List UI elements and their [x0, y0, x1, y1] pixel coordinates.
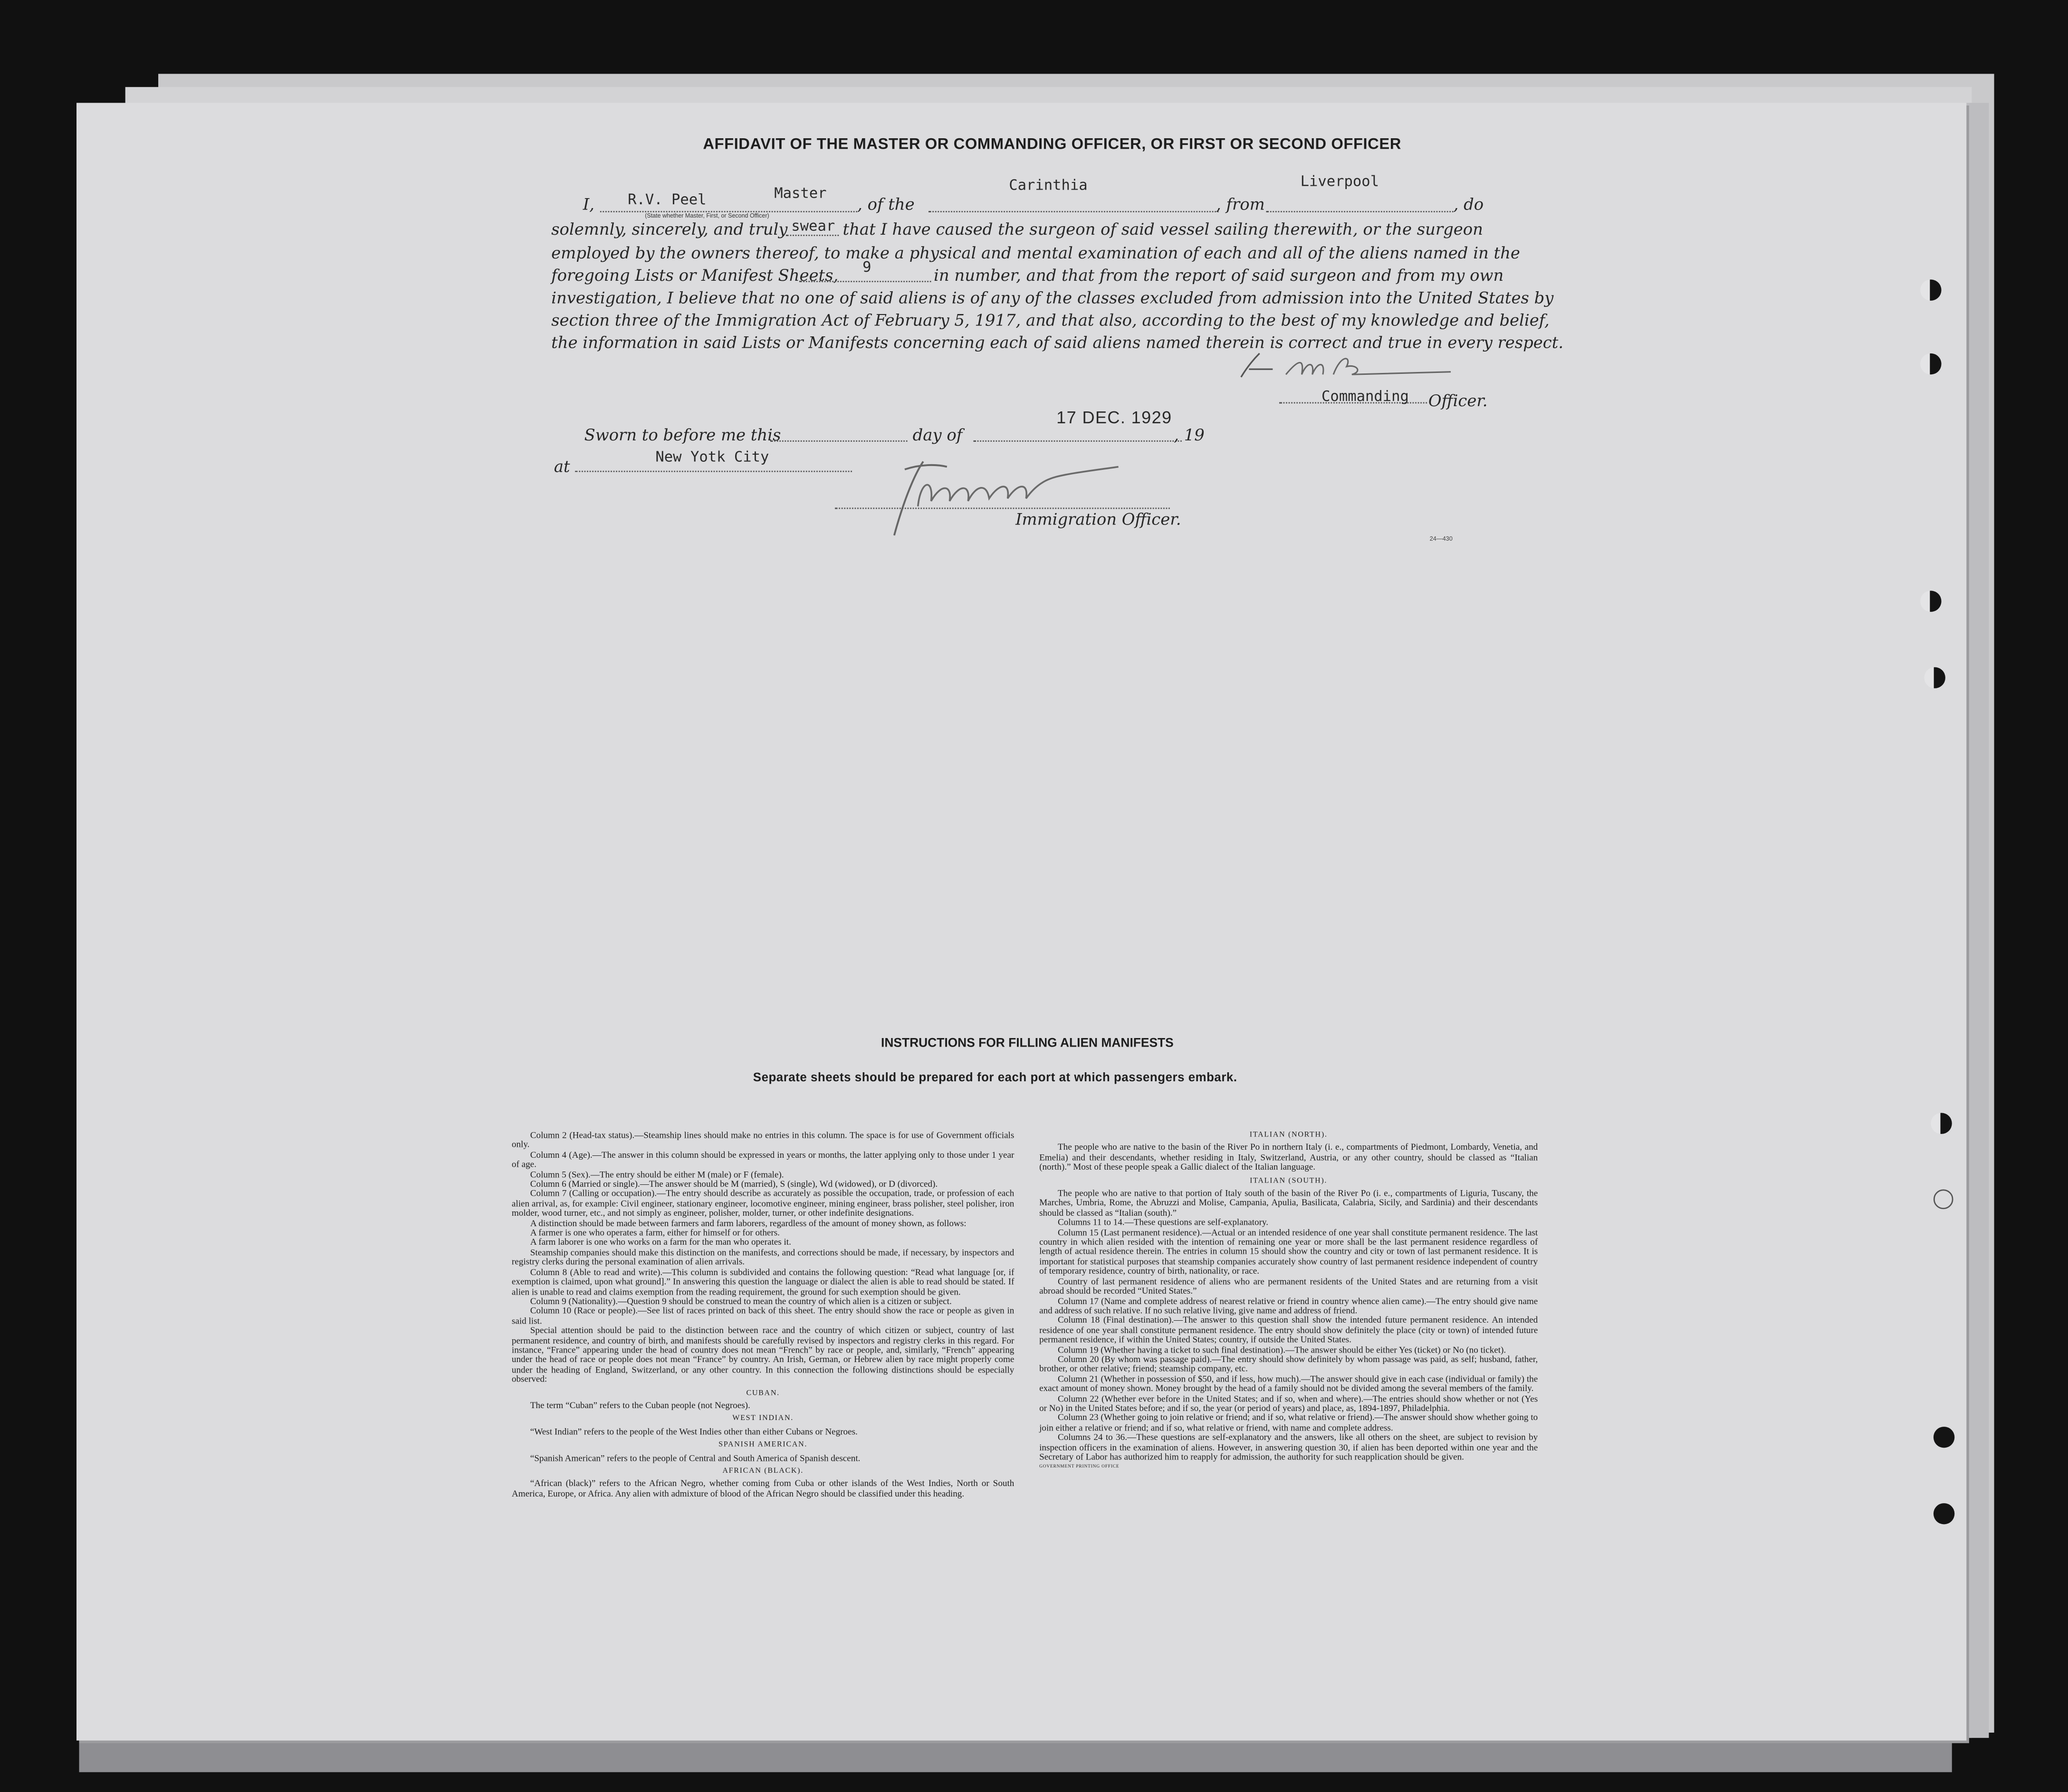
instructions-left-column: [512, 1131, 1014, 1499]
officer-name: R.V. Peel: [628, 191, 707, 209]
officer-rank: Master: [774, 184, 827, 202]
instruction-paragraph: Column 20 (By whom was passage paid).—The entry should show definitely by whom passage was paid, as self; husband, father, brother, or other relative; friend; steamship company, etc.: [1039, 1355, 1538, 1375]
binder-hole-icon: [1934, 1427, 1954, 1448]
sheet-bottom-edges: [79, 1738, 1952, 1772]
binder-hole-icon: [1934, 1190, 1953, 1210]
count-line: [799, 281, 931, 282]
port-line: [1266, 211, 1453, 212]
affidavit-line5: investigation, I believe that no one of said aliens is of any of the classes excluded from admission into the United States by: [551, 288, 1554, 307]
section-heading: AFRICAN (BLACK).: [722, 1468, 804, 1476]
binder-hole-icon: [1920, 279, 1941, 300]
affidavit-line6: section three of the Immigration Act of February 5, 1917, and that also, according to the best of my knowledge and belief,: [551, 311, 1550, 330]
sheet-count: 9: [862, 258, 871, 276]
oath-word: swear: [791, 217, 835, 235]
instruction-paragraph: Column 19 (Whether having a ticket to such final destination).—The answer should be either Yes (ticket) or No (no ticket).: [1057, 1345, 1506, 1355]
form-number: 24—430: [1429, 535, 1453, 542]
instruction-paragraph: Column 8 (Able to read and write).—This column is subdivided and contains the following question: “Read what language [or, if exemption is claimed, upon what ground].” In answering this question the language or dialect the alien is able to read should be stated. If alien is unable to read and claims exemption from the reading requirement, the ground for such exemption should be given.: [511, 1268, 1015, 1297]
sworn-day-line: [770, 440, 908, 442]
binder-hole-icon: [1934, 1503, 1954, 1524]
immigration-officer-signature: [855, 454, 1171, 549]
master-signature: [1220, 345, 1464, 390]
affidavit-line7: the information in said Lists or Manifests concerning each of said aliens named therein is correct and true in every respect.: [551, 334, 1564, 353]
departure-port: Liverpool: [1300, 172, 1379, 190]
sheet-edge: [1965, 103, 1989, 1738]
affidavit-from: , from: [1216, 195, 1265, 214]
affidavit-do: , do: [1453, 195, 1484, 214]
affidavit-of-the: , of the: [857, 195, 915, 214]
instruction-paragraph: The people who are native to that portion of Italy south of the basin of the River Po (i. e., compartments of Liguria, Tuscany, the Marches, Umbria, Rome, the Abruzzi and Molise, Campania, Apulia, Basilicata, Calabria, Sicily, and Sardinia) and their descendants should be classed as “Italian (south).”: [1039, 1189, 1538, 1219]
affidavit-line3: employed by the owners thereof, to make a physical and mental examination of each and all of the aliens named in the: [551, 244, 1520, 263]
instruction-paragraph: The term “Cuban” refers to the Cuban people (not Negroes).: [530, 1401, 750, 1411]
immigration-officer-title: Immigration Officer.: [1015, 510, 1181, 529]
section-heading: CUBAN.: [746, 1389, 780, 1397]
instruction-paragraph: Columns 11 to 14.—These questions are self-explanatory.: [1057, 1219, 1269, 1228]
instruction-paragraph: Special attention should be paid to the distinction between race and the country of which citizen or subject, country of last permanent residence, and country of birth, and manifests should be carefully revised by inspectors and registry clerks in this regard. For instance, “France” appearing under the head of country does not mean “French” by race or people, and, similarly, “French” appearing under the head of race or people does not mean “France” by country. An Irish, German, or Hebrew alien by race might properly come under the heading of England, Switzerland, or any other country. In this connection the following distinctions should be especially observed:: [511, 1326, 1015, 1385]
instructions-subtitle: Separate sheets should be prepared for each port at which passengers embark.: [753, 1070, 1237, 1084]
affidavit-title: AFFIDAVIT OF THE MASTER OR COMMANDING OFFICER, OR FIRST OR SECOND OFFICER: [703, 134, 1401, 153]
instructions-right-column: [1039, 1127, 1538, 1469]
place-line: [575, 471, 852, 472]
instruction-paragraph: Columns 24 to 36.—These questions are self-explanatory and the answers, like all others on the sheet, are subject to revision by inspection officers in the examination of aliens. However, in answering question 30, if alien has been deported within one year and the Secretary of Labor has authorized him to reapply for admission, the authority for such reapplication should be given.: [1039, 1433, 1538, 1463]
oath-line: [786, 235, 839, 236]
section-heading: ITALIAN (SOUTH).: [1250, 1177, 1328, 1185]
at-text: at: [554, 458, 570, 476]
officer-suffix: Officer.: [1428, 391, 1488, 410]
instruction-paragraph: Column 4 (Age).—The answer in this column should be expressed in years or months, the latter applying only to those under 1 year of age.: [511, 1151, 1015, 1170]
sworn-place: New Yotk City: [655, 448, 769, 466]
instruction-paragraph: “African (black)” refers to the African Negro, whether coming from Cuba or other islands of the West Indies, North or South America, Europe, or Africa. Any alien with admixture of blood of the African Negro should be classified under this heading.: [511, 1480, 1015, 1499]
instruction-paragraph: “Spanish American” refers to the people of Central and South America of Spanish descent.: [530, 1454, 861, 1463]
day-of-text: day of: [912, 426, 963, 445]
instruction-paragraph: Column 23 (Whether going to join relative or friend; and if so, what relative or friend).—The answer should show whether going to join either a relative or friend; and if so, what relative or friend, with name and complete address.: [1039, 1414, 1538, 1433]
instruction-paragraph: Column 10 (Race or people).—See list of races printed on back of this sheet. The entry should show the race or people as given in said list.: [511, 1307, 1015, 1326]
immigration-officer-line: [835, 508, 1170, 509]
instruction-paragraph: A farmer is one who operates a farm, either for himself or for others.: [530, 1229, 780, 1239]
instruction-paragraph: Column 21 (Whether in possession of $50, and if less, how much).—The answer should give in each case (individual or family) the exact amount of money shown. Money brought by the head of a family should not be divided among the several members of the family.: [1039, 1375, 1538, 1394]
instruction-paragraph: Column 5 (Sex).—The entry should be either M (male) or F (female).: [530, 1170, 784, 1180]
instruction-paragraph: Column 9 (Nationality).—Question 9 should be construed to mean the country of which alien is a citizen or subject.: [530, 1297, 952, 1307]
binder-hole-icon: [1924, 667, 1945, 688]
instruction-paragraph: Column 18 (Final destination).—The answer to this question shall show the intended future permanent residence. An intended residence of one year shall constitute permanent residence. The entry should show definitely the place (city or town) of intended future permanent residence, if within the United States; country, if outside the United States.: [1039, 1316, 1538, 1345]
section-heading: WEST INDIAN.: [732, 1415, 794, 1423]
vessel-line: [929, 211, 1219, 212]
instruction-paragraph: Column 17 (Name and complete address of nearest relative or friend in country whence alien came).—The entry should give name and address of such relative. If no such relative living, give name and address of friend.: [1039, 1296, 1538, 1316]
vessel-name: Carinthia: [1009, 176, 1088, 194]
instruction-paragraph: Column 15 (Last permanent residence).—Actual or an intended residence of one year shall constitute permanent residence. The last country in which alien resided with the intention of remaining one year or more shall be the last permanent residence regardless of length of actual residence therein. The entries in column 15 should show the country and city or town of last permanent residence. It is important for statistical purposes that steamship companies accurately show country of last permanent residence independent of country of temporary residence, country of birth, nationality, or race.: [1039, 1228, 1538, 1277]
year-suffix: , 19: [1174, 426, 1205, 445]
instruction-paragraph: Column 2 (Head-tax status).—Steamship lines should make no entries in this column. The space is for use of Government officials only.: [511, 1131, 1015, 1151]
instruction-paragraph: The people who are native to the basin of the River Po in northern Italy (i. e., compartments of Piedmont, Lombardy, Venetia, and Emelia) and their descendants, whether residing in Italy, Switzerland, Austria, or any other country, should be classed as “Italian (north).” Most of these people speak a Gallic dialect of the Italian language.: [1039, 1144, 1538, 1173]
instruction-paragraph: Column 7 (Calling or occupation).—The entry should describe as accurately as possible the occupation, trade, or profession of each alien arrival, as, for example: Civil engineer, stationary engineer, locomotive engineer, mining engineer, brass polisher, steel polisher, iron molder, wood turner, etc., and not simply as engineer, polisher, molder, turner, or other indefinite designations.: [511, 1190, 1015, 1219]
section-heading: ITALIAN (NORTH).: [1249, 1131, 1328, 1140]
affidavit-line4-pre: foregoing Lists or Manifest Sheets,: [551, 266, 839, 285]
printer-imprint: GOVERNMENT PRINTING OFFICE: [1039, 1464, 1120, 1470]
instruction-paragraph: A farm laborer is one who works on a farm for the man who operates it.: [530, 1239, 791, 1248]
instruction-paragraph: Column 6 (Married or single).—The answer should be M (married), S (single), Wd (widowed), or D (divorced).: [530, 1180, 938, 1190]
instruction-paragraph: Country of last permanent residence of aliens who are permanent residents of the United States and are returning from a visit abroad should be recorded “United States.”: [1039, 1277, 1538, 1296]
instruction-paragraph: Steamship companies should make this distinction on the manifests, and corrections should be made, if necessary, by inspectors and registry clerks during the personal examination of alien arrivals.: [511, 1249, 1015, 1268]
instruction-paragraph: A distinction should be made between farmers and farm laborers, regardless of the amount of money shown, as follows:: [530, 1219, 967, 1229]
date-stamp: 17 DEC. 1929: [1056, 407, 1172, 428]
sworn-text: Sworn to before me this: [584, 426, 781, 445]
binder-hole-icon: [1920, 591, 1941, 611]
section-heading: SPANISH AMERICAN.: [718, 1441, 808, 1449]
sworn-month-line: [973, 440, 1182, 442]
officer-title: Commanding: [1321, 387, 1409, 405]
binder-hole-icon: [1920, 353, 1941, 374]
rank-note: (State whether Master, First, or Second Officer): [645, 212, 769, 219]
affidavit-i: I,: [583, 195, 594, 214]
binder-hole-icon: [1931, 1113, 1952, 1134]
instructions-title: INSTRUCTIONS FOR FILLING ALIEN MANIFESTS: [881, 1036, 1174, 1051]
instruction-paragraph: “West Indian” refers to the people of the West Indies other than either Cubans or Negroes.: [530, 1428, 858, 1437]
affidavit-line2-post: that I have caused the surgeon of said vessel sailing therewith, or the surgeon: [843, 220, 1483, 239]
instruction-paragraph: Column 22 (Whether ever before in the United States; and if so, when and where).—The entries should show whether or not (Yes or No) in the United States before; and if so, the year (or period of years) and place, as, 1894-1897, Philadelphia.: [1039, 1394, 1538, 1414]
affidavit-line2-pre: solemnly, sincerely, and truly: [551, 220, 788, 239]
affidavit-line4-post: in number, and that from the report of said surgeon and from my own: [934, 266, 1504, 285]
